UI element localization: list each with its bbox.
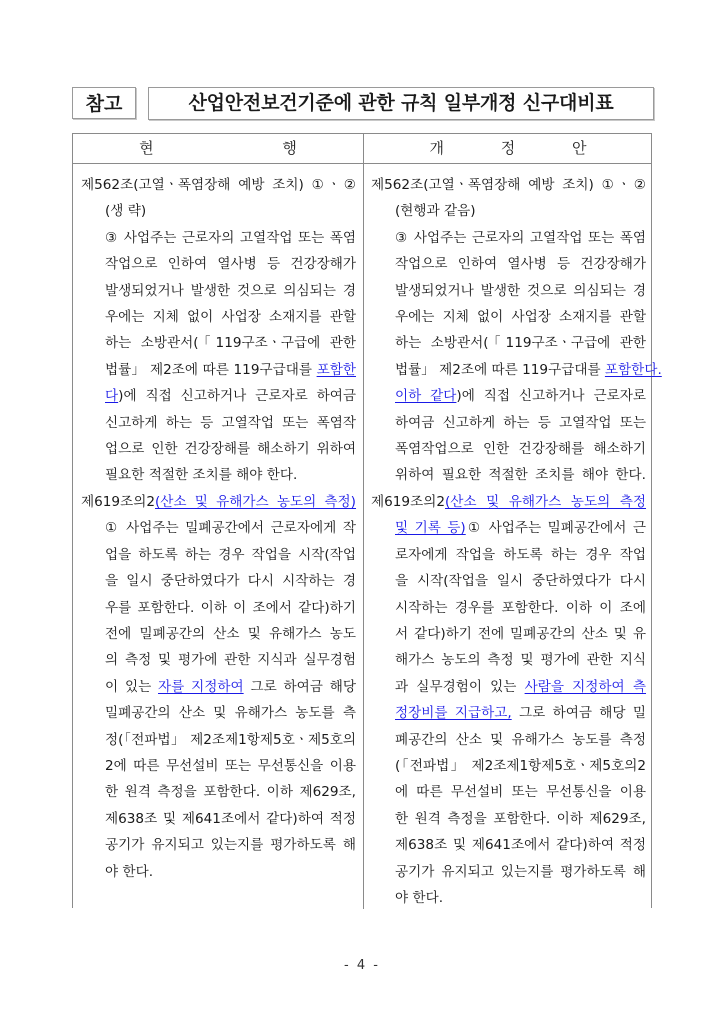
line-text: 우에는 지체 없이 사업장 소재지를 관할 xyxy=(105,309,356,326)
line-text: 야 한다. xyxy=(395,889,444,906)
line-text: ③ 사업주는 근로자의 고열작업 또는 폭염 xyxy=(105,229,356,246)
column-divider xyxy=(363,134,364,909)
text-line xyxy=(371,727,646,753)
text-line xyxy=(81,489,356,515)
text-line xyxy=(371,489,646,515)
amended-text-link[interactable]: 및 기록 등) xyxy=(395,520,466,537)
text-line xyxy=(81,621,356,647)
line-text: 그로 하여금 해당 밀 xyxy=(511,705,646,722)
line-text: 제619조의2 xyxy=(81,493,155,510)
line-text: 작업으로 인하여 열사병 등 건강장해가 xyxy=(395,256,646,273)
text-line xyxy=(81,304,356,330)
line-text: 제638조 및 제641조에서 같다)하여 적정 xyxy=(395,837,646,854)
text-line xyxy=(81,753,356,779)
line-text: 한 원격 측정을 포함한다. 이하 제629조, xyxy=(105,784,356,801)
line-text: 발생되었거나 발생한 것으로 의심되는 경 xyxy=(395,282,646,299)
amended-text-link[interactable]: 이하 같다 xyxy=(395,388,457,405)
text-line xyxy=(371,595,646,621)
text-line xyxy=(81,674,356,700)
text-line xyxy=(371,885,646,911)
text-line xyxy=(81,542,356,568)
text-line xyxy=(371,436,646,462)
line-text: 제619조의2 xyxy=(371,493,445,510)
line-text: 밀폐공간의 산소 및 유해가스 농도를 측 xyxy=(105,705,356,722)
text-line xyxy=(371,621,646,647)
text-line xyxy=(371,753,646,779)
line-text: 시작하는 경우를 포함한다. 이하 이 조에 xyxy=(395,599,646,616)
amended-text-link[interactable]: 포함한 xyxy=(316,361,356,378)
text-line xyxy=(371,278,646,304)
line-text: 제562조(고열ㆍ폭염장해 예방 조치) ①ㆍ② xyxy=(81,177,356,193)
line-text: 2에 따른 무선설비 또는 무선통신을 이용 xyxy=(105,757,356,774)
amended-text-link[interactable]: 포함한다. xyxy=(604,361,662,378)
line-text: (「전파법」 제2조제1항제5호ㆍ제5호의2 xyxy=(395,757,646,774)
table-header-row xyxy=(73,134,651,164)
text-line xyxy=(371,568,646,594)
line-text: 발생되었거나 발생한 것으로 의심되는 경 xyxy=(105,282,356,299)
line-text: 을 시작(작업을 일시 중단하였다가 다시 xyxy=(395,573,646,590)
current-text-column xyxy=(81,172,356,885)
text-line xyxy=(371,806,646,832)
text-line xyxy=(81,727,356,753)
text-line xyxy=(81,568,356,594)
column-header-revised: 개 정 안 xyxy=(429,139,613,157)
line-text: )에 직접 신고하거나 근로자로 하여금 xyxy=(118,388,356,405)
text-line xyxy=(371,225,646,251)
line-text: 위하여 필요한 적절한 조치를 해야 한다. xyxy=(395,467,646,484)
text-line xyxy=(371,515,646,541)
comparison-table xyxy=(72,133,662,908)
line-text: 우에는 지체 없이 사업장 소재지를 관할 xyxy=(395,309,646,326)
text-line xyxy=(371,647,646,673)
line-text: 법률」 제2조에 따른 119구급대를 xyxy=(105,361,317,378)
text-line xyxy=(371,383,646,409)
page-number: - 4 - xyxy=(344,958,380,973)
line-text: 전에 밀폐공간의 산소 및 유해가스 농도 xyxy=(105,625,356,642)
line-text: 업을 하도록 하는 경우 작업을 시작(작업 xyxy=(105,546,356,563)
line-text: 로자에게 작업을 하도록 하는 경우 작업 xyxy=(395,546,646,563)
line-text: )에 직접 신고하거나 근로자로 xyxy=(456,388,646,405)
text-line xyxy=(81,647,356,673)
text-line xyxy=(371,357,662,383)
line-text: 에 따른 무선설비 또는 무선통신을 이용 xyxy=(395,784,646,801)
text-line xyxy=(81,462,356,488)
line-text: (생 략) xyxy=(105,203,147,220)
text-line xyxy=(81,198,356,224)
line-text: 한 원격 측정을 포함한다. 이하 제629조, xyxy=(395,810,646,827)
amended-text-link[interactable]: 사람을 지정하여 측 xyxy=(524,678,647,695)
line-text: 야 한다. xyxy=(105,863,154,880)
column-header-current: 현 행 xyxy=(139,139,359,157)
text-line xyxy=(371,198,646,224)
text-line xyxy=(371,462,646,488)
text-line xyxy=(81,832,356,858)
line-text: ① 사업주는 밀폐공간에서 근로자에게 작 xyxy=(105,520,356,537)
line-text: 폐공간의 산소 및 유해가스 농도를 측정 xyxy=(395,731,646,748)
text-line xyxy=(81,278,356,304)
text-line xyxy=(81,515,356,541)
text-line xyxy=(81,700,356,726)
line-text: 폭염작업으로 인한 건강장해를 해소하기 xyxy=(395,441,646,458)
line-text: 업으로 인한 건강장해를 해소하기 위하여 xyxy=(105,441,356,458)
text-line xyxy=(81,779,356,805)
text-line xyxy=(81,859,356,885)
line-text: 법률」 제2조에 따른 119구급대를 xyxy=(395,361,605,378)
reference-label: 참고 xyxy=(72,87,136,119)
line-text: 서 같다)하기 전에 밀폐공간의 산소 및 유 xyxy=(395,625,646,642)
revised-text-column xyxy=(371,172,662,911)
text-line xyxy=(371,779,646,805)
line-text: (현행과 같음) xyxy=(395,203,476,220)
line-text: 제638조 및 제641조에서 같다)하여 적정 xyxy=(105,810,356,827)
line-text: 우를 포함한다. 이하 이 조에서 같다)하기 xyxy=(105,599,356,616)
line-text: 정(「전파법」 제2조제1항제5호ㆍ제5호의 xyxy=(105,731,356,748)
line-text: ③ 사업주는 근로자의 고열작업 또는 폭염 xyxy=(395,229,646,246)
text-line xyxy=(81,251,356,277)
text-line xyxy=(371,832,646,858)
text-line xyxy=(81,357,356,383)
line-text: 작업으로 인하여 열사병 등 건강장해가 xyxy=(105,256,356,273)
text-line xyxy=(371,251,646,277)
text-line xyxy=(371,304,646,330)
line-text: 의 측정 및 평가에 관한 지식과 실무경험 xyxy=(105,652,356,669)
line-text: 하여금 신고하게 하는 등 고열작업 또는 xyxy=(395,414,646,431)
text-line xyxy=(81,330,356,356)
text-line xyxy=(371,172,646,198)
line-text: 해가스 농도의 측정 및 평가에 관한 지식 xyxy=(395,652,646,669)
line-text: 과 실무경험이 있는 xyxy=(395,678,525,695)
document-title: 산업안전보건기준에 관한 규칙 일부개정 신구대비표 xyxy=(148,87,654,120)
line-text: 신고하게 하는 등 고열작업 또는 폭염작 xyxy=(105,414,356,431)
text-line xyxy=(81,172,356,198)
line-text: 하는 소방관서(「119구조ㆍ구급에 관한 xyxy=(105,335,356,352)
text-line xyxy=(81,806,356,832)
text-line xyxy=(81,383,356,409)
amended-text-link[interactable]: 자를 지정하여 xyxy=(158,678,244,695)
amended-text-link[interactable]: (산소 및 유해가스 농도의 측정 xyxy=(445,493,646,510)
amended-text-link[interactable]: 다 xyxy=(105,388,119,405)
text-line xyxy=(371,859,646,885)
line-text: ① 사업주는 밀폐공간에서 근 xyxy=(465,520,646,537)
text-line xyxy=(371,674,646,700)
line-text: 공기가 유지되고 있는지를 평가하도록 해 xyxy=(105,837,356,854)
line-text: 공기가 유지되고 있는지를 평가하도록 해 xyxy=(395,863,646,880)
text-line xyxy=(81,225,356,251)
text-line xyxy=(81,436,356,462)
text-line xyxy=(371,410,646,436)
text-line xyxy=(81,595,356,621)
text-line xyxy=(81,410,356,436)
line-text: 제562조(고열ㆍ폭염장해 예방 조치) ①ㆍ② xyxy=(371,177,646,193)
text-line xyxy=(371,542,646,568)
line-text: 을 일시 중단하였다가 다시 시작하는 경 xyxy=(105,573,356,590)
amended-text-link[interactable]: (산소 및 유해가스 농도의 측정) xyxy=(155,493,356,510)
text-line xyxy=(371,330,646,356)
line-text: 하는 소방관서(「119구조ㆍ구급에 관한 xyxy=(395,335,646,352)
text-line xyxy=(371,700,646,726)
line-text: 그로 하여금 해당 xyxy=(243,678,356,695)
line-text: 이 있는 xyxy=(105,678,159,695)
line-text: 필요한 적절한 조치를 해야 한다. xyxy=(105,467,298,484)
amended-text-link[interactable]: 정장비를 지급하고, xyxy=(395,705,512,722)
